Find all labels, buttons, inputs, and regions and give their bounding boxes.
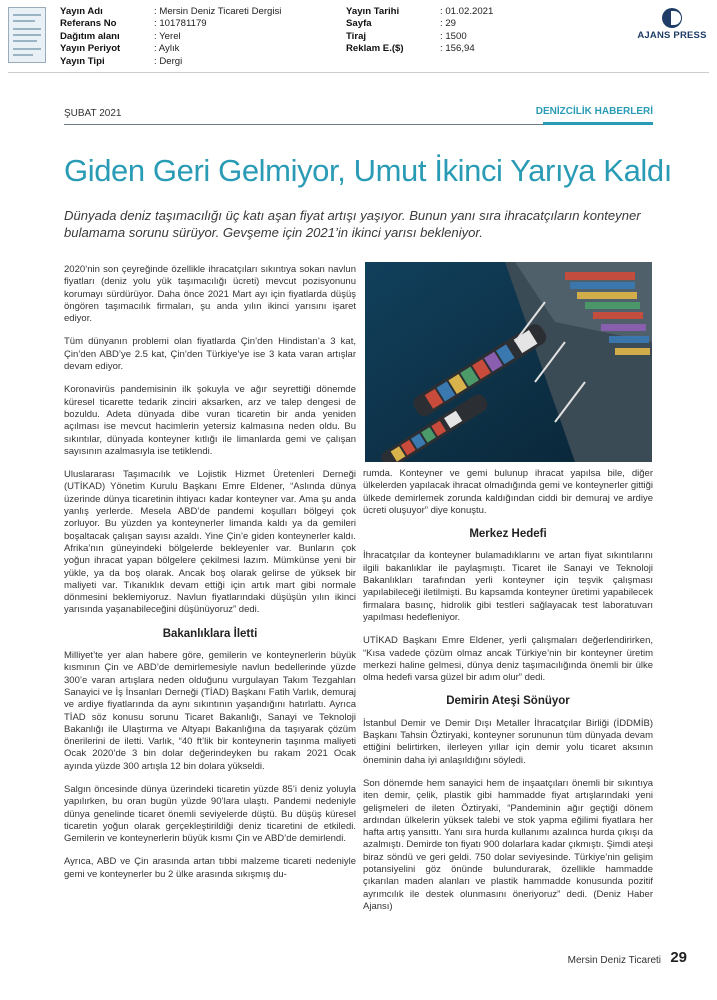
headline: Giden Geri Gelmiyor, Umut İkinci Yarıya Kaldı <box>64 153 672 188</box>
clipping-meta-left <box>60 6 281 68</box>
body-paragraph: rumda. Konteyner ve gemi bulunup ihracat yapılsa bile, diğer ülkelerden yapılacak ihracat olmadığında gemi ve konteynerler gittiği ülkede demirlemek zorunda kaldığından ciddi bir demuraj ve ardiye ücreti oluşuyor” diye konuştu. <box>363 468 653 516</box>
clipping-meta-row <box>60 31 281 43</box>
clipping-meta-value: : Aylık <box>154 43 180 55</box>
clipping-meta-value: : Dergi <box>154 55 183 67</box>
clipping-meta-value: : 101781179 <box>154 18 207 30</box>
issue-date: ŞUBAT 2021 <box>64 108 122 119</box>
clipping-meta-value: : 01.02.2021 <box>440 6 494 17</box>
footer-publication: Mersin Deniz Ticareti <box>567 955 661 966</box>
clipping-header <box>0 0 717 80</box>
body-paragraph: Koronavirüs pandemisinin ilk şokuyla ve ağır seyrettiği dönemde küresel ticarette tedarik zinciri aksarken, arz ve talep dengesi de bozuldu. Adeta dünyada dibe vuran ticaretin bir anda yeniden açılması ise mevcut hacimlerin yetersiz kalmasına neden oldu. Bu sıkıntılar, dünyada konteyner kıtlığı ile limanlarda gemi ve çalışan sayısının azalmasıyla ise tetiklendi. <box>64 384 356 457</box>
subheading: Bakanlıklara İletti <box>162 627 258 640</box>
clipping-meta-row <box>60 18 281 30</box>
header-divider <box>8 72 709 73</box>
clipping-meta-key: Yayın Tarihi <box>346 6 400 17</box>
clipping-meta-row <box>346 6 493 18</box>
body-paragraph: İhracatçılar da konteyner bulamadıklarını ve artan fiyat sıkıntılarını ilgili bakanlıklar ile paylaşmıştı. Ticaret ile Sanayi ve Teknoloji Bakanlıkları tarafından yerli konteyner için teşvik çalışması yapılabileceği iletilmişti. Bu kapsamda konteyner üretimi yapabilecek firmalara basınç, hidrolik gibi testleri sağlayacak test laboratuvarı yapılması hedefleniyor. <box>363 550 653 623</box>
clipping-meta-key: Sayfa <box>346 18 372 30</box>
clipping-meta-row <box>60 56 281 68</box>
clipping-meta-row <box>60 43 281 55</box>
clipping-meta-value: : 156,94 <box>440 43 475 55</box>
body-paragraph: UTİKAD Başkanı Emre Eldener, yerli çalışmaları değerlendirirken, “Kısa vadede çözüm olmaz ancak Türkiye’nin bir konteyner üretim merkezi haline gelmesi, dünya deniz taşımacılığında önemli bir ülke olma hedefi varsa güzel bir adım olur” dedi. <box>363 635 653 684</box>
clipping-meta-key: Referans No <box>60 18 117 30</box>
body-paragraph: Uluslararası Taşımacılık ve Lojistik Hizmet Üretenleri Derneği (UTİKAD) Yönetim Kurulu Başkanı Emre Eldener, “Aslında dünya üzerinde dünya ticaretinin ihtiyacı kadar konteyner var. Ama şu anda yanlış yerlerde. Mesela ABD’de pandemi koşulları bölgeyi çok zorluyor. Bu yüzden ya konteynerler limanda kaldı ya da gemileri boşaltacak çalışan sayısı azaldı. Yine Çin’e giden konteynerler kaldı. Afrika’nın güneyindeki bölgelerde bekleyenler var. Bunların çok yoğun ihracat yapan bölgelere çekilmesi lazım. Mümkünse yeni bir yükle, ya da boş olarak. Ancak boş olarak gelirse de yüksek bir maliyeti var. Tıkanıklık devam ettiği için artık mart gibi normale dönmesini beklemiyoruz. Navlun fiyatlarındaki düşüşün yılın ikinci yarısında yaşanabileceğini düşünüyoruz” dedi. <box>64 469 356 616</box>
agency-logo <box>634 8 710 41</box>
clipping-thumbnail <box>8 7 46 63</box>
section-rule-accent <box>543 122 653 125</box>
agency-name: AJANS PRESS <box>637 30 707 41</box>
clipping-meta-key: Dağıtım alanı <box>60 30 120 42</box>
body-paragraph: Milliyet’te yer alan habere göre, gemilerin ve konteynerlerin büyük kısmının Çin ve ABD’de demirlemesiyle navlun bedellerinde yüzde 300’e varan artışlara neden olduğunu vurgulayan Takım Tezgahları Sanayici ve İş İnsanları Derneği (TİAD) Başkanı Fatih Varlık, demuraj ve ardiye fiyatlarında da aynı sıkıntının yaşandığını hatırlattı. Ayrıca TİAD söz konusu sorunu Ticaret Bakanlığı, Sanayi ve Teknoloji Bakanlığı ile Ulaştırma ve Altyapı Bakanlığına da taşıyarak çözüm önerilerini de iletti. Varlık, “40 ft’lik bir konteynerin taşınma maliyeti Ocak 2020’de 3 bin dolar değerindeyken bu rakam 2021 Ocak ayında yüzde 300 artışla 12 bin dolara yükseldi. <box>64 650 356 772</box>
clipping-meta-row <box>60 6 281 18</box>
port-aerial-photo <box>365 262 652 462</box>
left-column <box>64 264 356 892</box>
clipping-meta-value: : Mersin Deniz Ticareti Dergisi <box>154 6 282 17</box>
clipping-meta-key: Yayın Adı <box>60 6 103 17</box>
lede: Dünyada deniz taşımacılığı üç katı aşan fiyat artışı yaşıyor. Bunun yanı sıra ihracatçıların konteyner bulamama sorunu sürüyor. Gevşeme için 2021’in ikinci yarısı bekleniyor. <box>64 208 641 240</box>
section-label: DENİZCİLİK HABERLERİ <box>535 106 653 117</box>
body-paragraph: İstanbul Demir ve Demir Dışı Metaller İhracatçılar Birliği (İDDMİB) Başkanı Tahsin Öztiryaki, konteyner sorununun tüm dünyada devam ettiğini belirtirken, ilerleyen yıllar için demir yolu ticaret aksının öneminin daha iyi anlaşıldığını söyledi. <box>363 717 653 766</box>
port-aerial-illustration <box>365 262 652 462</box>
body-paragraph: Son dönemde hem sanayici hem de inşaatçıları önemli bir sıkıntıya iten demir, çelik, plastik gibi hammadde fiyat artışlarındaki yeni gelişmeleri de ileten Öztiryaki, “Pandeminin ağır geçtiği dönem ardından ülkelerin yüksek talebi ve stok yapma eğilimi fiyatlara her hafta artış yansıttı. Yanı sıra hurda kullanımı azalınca hurda çıkışı da azalmıştı. Demirde ton fiyatı 900 dolarlara kadar çıkmıştı. Şimdi ateşi biraz söndü ve geri geldi. 750 dolar seviyesinde. Türkiye’nin gelişim potansiyelini göz önünde bulundurarak, özellikle hammadde çıkarılan maden alanları ve plastik hammadde konusunda pozitif ayrımcılık ile destek olunmasını öneriyoruz” dedi. (Deniz Haber Ajansı) <box>363 777 653 912</box>
clipping-meta-value: : 29 <box>440 18 457 30</box>
clipping-meta-key: Yayın Periyot <box>60 43 121 55</box>
clipping-meta-right <box>346 6 493 56</box>
body-paragraph: Tüm dünyanın problemi olan fiyatlarda Çin’den Hindistan’a 3 kat, Çin’den ABD’ye 2.5 kat, Çin’den Türkiye’ye ise 3 kata varan artışlar devam ediyor. <box>64 336 356 373</box>
subheading: Merkez Hedefi <box>469 528 547 541</box>
clipping-meta-key: Reklam E.($) <box>346 43 404 55</box>
body-paragraph: Salgın öncesinde dünya üzerindeki ticaretin yüzde 85’i deniz yoluyla yapılırken, bu oran bugün yüzde 90’lara ulaştı. Pandemi nedeniyle dünya genelinde ticaret önemli seviyelerde düştü. Bu düşüş küresel ticaretin yoğun olarak gerçekleştirildiği deniz ticaretini de etkiledi. Gemilerin ve konteynerlerin büyük kısmı Çin ve ABD’de demirlendi. <box>64 783 356 845</box>
footer-page-number: 29 <box>670 949 687 966</box>
clipping-meta-value: : Yerel <box>154 30 181 42</box>
clipping-meta-row <box>346 31 493 43</box>
subheading: Demirin Ateşi Sönüyor <box>446 695 570 708</box>
right-column <box>363 468 653 924</box>
agency-mark-icon <box>662 8 682 28</box>
clipping-meta-key: Yayın Tipi <box>60 55 105 67</box>
clipping-meta-row <box>346 43 493 55</box>
body-paragraph: Ayrıca, ABD ve Çin arasında artan tıbbi malzeme ticareti nedeniyle gemi ve konteynerler bu 2 ülke arasında sıkışmış du- <box>64 856 356 880</box>
clipping-meta-row <box>346 18 493 30</box>
clipping-meta-key: Tiraj <box>346 30 367 42</box>
clipping-meta-value: : 1500 <box>440 30 467 42</box>
body-paragraph: 2020’nin son çeyreğinde özellikle ihracatçıları sıkıntıya sokan navlun fiyatları (deniz yolu yük taşımacılığı ücreti) mevcut pozisyonunu korumayı sürdürüyor. Daha önce 2021 Mart ayı için fiyatlarda düşüş öngören taşımacılık firmaları, şu anda yılın ikinci yarısını işaret ediyor. <box>64 264 356 325</box>
